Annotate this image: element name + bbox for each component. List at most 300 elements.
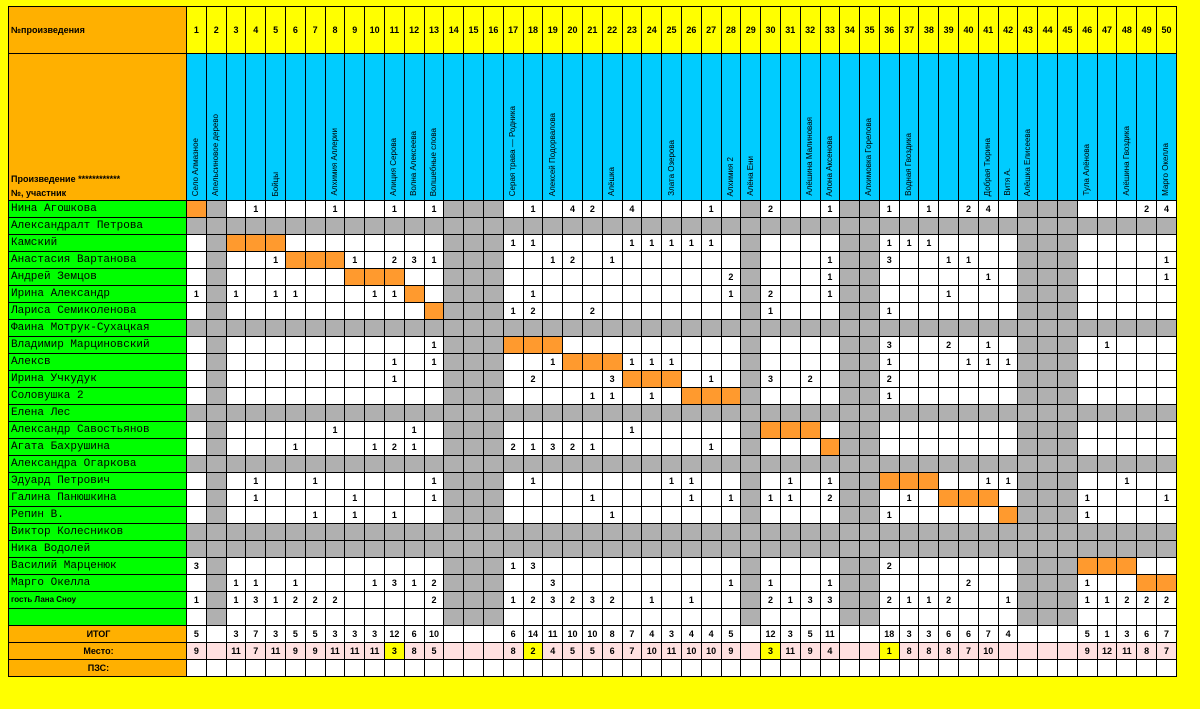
vote-cell[interactable]: [206, 201, 226, 218]
vote-cell[interactable]: [1077, 218, 1097, 235]
vote-cell[interactable]: 3: [543, 439, 563, 456]
vote-cell[interactable]: [1018, 473, 1038, 490]
vote-cell[interactable]: [701, 252, 721, 269]
vote-cell[interactable]: [384, 592, 404, 609]
vote-cell[interactable]: [761, 252, 781, 269]
vote-cell[interactable]: [1018, 303, 1038, 320]
vote-cell[interactable]: [1157, 235, 1177, 252]
vote-cell[interactable]: [226, 405, 246, 422]
vote-cell[interactable]: [404, 303, 424, 320]
vote-cell[interactable]: [1038, 320, 1058, 337]
vote-cell[interactable]: 1: [424, 354, 444, 371]
vote-cell[interactable]: [305, 558, 325, 575]
vote-cell[interactable]: [483, 541, 503, 558]
vote-cell[interactable]: [543, 558, 563, 575]
vote-cell[interactable]: 1: [701, 235, 721, 252]
vote-cell[interactable]: [503, 371, 523, 388]
vote-cell[interactable]: [622, 303, 642, 320]
vote-cell[interactable]: [206, 422, 226, 439]
vote-cell[interactable]: 1: [662, 473, 682, 490]
vote-cell[interactable]: 3: [761, 371, 781, 388]
vote-cell[interactable]: [662, 320, 682, 337]
vote-cell[interactable]: [464, 371, 484, 388]
vote-cell[interactable]: [206, 439, 226, 456]
vote-cell[interactable]: [860, 388, 880, 405]
vote-cell[interactable]: [206, 269, 226, 286]
vote-cell[interactable]: [404, 218, 424, 235]
vote-cell[interactable]: [1018, 405, 1038, 422]
vote-cell[interactable]: 1: [503, 592, 523, 609]
vote-cell[interactable]: [879, 422, 899, 439]
vote-cell[interactable]: [899, 286, 919, 303]
vote-cell[interactable]: [503, 422, 523, 439]
vote-cell[interactable]: [543, 235, 563, 252]
vote-cell[interactable]: [800, 337, 820, 354]
vote-cell[interactable]: [780, 422, 800, 439]
vote-cell[interactable]: [1038, 303, 1058, 320]
vote-cell[interactable]: [187, 473, 207, 490]
vote-cell[interactable]: 1: [424, 473, 444, 490]
vote-cell[interactable]: [721, 303, 741, 320]
vote-cell[interactable]: [325, 405, 345, 422]
vote-cell[interactable]: [780, 303, 800, 320]
vote-cell[interactable]: [840, 456, 860, 473]
vote-cell[interactable]: [899, 320, 919, 337]
vote-cell[interactable]: [761, 354, 781, 371]
vote-cell[interactable]: 1: [721, 286, 741, 303]
vote-cell[interactable]: [959, 456, 979, 473]
vote-cell[interactable]: [978, 490, 998, 507]
vote-cell[interactable]: [444, 235, 464, 252]
vote-cell[interactable]: [266, 473, 286, 490]
vote-cell[interactable]: [701, 269, 721, 286]
vote-cell[interactable]: [206, 592, 226, 609]
vote-cell[interactable]: [285, 558, 305, 575]
vote-cell[interactable]: [266, 439, 286, 456]
vote-cell[interactable]: [1058, 422, 1078, 439]
vote-cell[interactable]: [1077, 269, 1097, 286]
vote-cell[interactable]: [642, 405, 662, 422]
vote-cell[interactable]: [820, 388, 840, 405]
vote-cell[interactable]: [582, 286, 602, 303]
vote-cell[interactable]: [246, 388, 266, 405]
vote-cell[interactable]: [563, 541, 583, 558]
vote-cell[interactable]: [622, 371, 642, 388]
vote-cell[interactable]: [365, 337, 385, 354]
vote-cell[interactable]: [860, 252, 880, 269]
vote-cell[interactable]: [1097, 507, 1117, 524]
vote-cell[interactable]: [1137, 422, 1157, 439]
vote-cell[interactable]: [820, 218, 840, 235]
vote-cell[interactable]: [444, 354, 464, 371]
vote-cell[interactable]: [959, 473, 979, 490]
vote-cell[interactable]: [187, 235, 207, 252]
vote-cell[interactable]: [325, 558, 345, 575]
vote-cell[interactable]: 2: [523, 303, 543, 320]
vote-cell[interactable]: [681, 524, 701, 541]
vote-cell[interactable]: [1038, 337, 1058, 354]
vote-cell[interactable]: [325, 320, 345, 337]
vote-cell[interactable]: [761, 439, 781, 456]
vote-cell[interactable]: 1: [1157, 490, 1177, 507]
vote-cell[interactable]: [642, 541, 662, 558]
vote-cell[interactable]: [998, 456, 1018, 473]
vote-cell[interactable]: [761, 218, 781, 235]
vote-cell[interactable]: [820, 235, 840, 252]
vote-cell[interactable]: [840, 439, 860, 456]
vote-cell[interactable]: [642, 473, 662, 490]
vote-cell[interactable]: [226, 388, 246, 405]
vote-cell[interactable]: [523, 405, 543, 422]
vote-cell[interactable]: [1038, 218, 1058, 235]
vote-cell[interactable]: 2: [939, 337, 959, 354]
vote-cell[interactable]: [563, 507, 583, 524]
vote-cell[interactable]: [285, 456, 305, 473]
vote-cell[interactable]: [1038, 354, 1058, 371]
vote-cell[interactable]: [444, 507, 464, 524]
vote-cell[interactable]: [899, 337, 919, 354]
vote-cell[interactable]: [919, 541, 939, 558]
vote-cell[interactable]: [741, 320, 761, 337]
vote-cell[interactable]: [1097, 524, 1117, 541]
vote-cell[interactable]: [305, 320, 325, 337]
vote-cell[interactable]: [305, 354, 325, 371]
vote-cell[interactable]: [622, 388, 642, 405]
vote-cell[interactable]: [266, 218, 286, 235]
vote-cell[interactable]: [840, 218, 860, 235]
vote-cell[interactable]: 3: [543, 592, 563, 609]
vote-cell[interactable]: 1: [266, 592, 286, 609]
vote-cell[interactable]: [820, 337, 840, 354]
vote-cell[interactable]: [1018, 422, 1038, 439]
vote-cell[interactable]: [1058, 201, 1078, 218]
vote-cell[interactable]: [1038, 524, 1058, 541]
vote-cell[interactable]: 2: [582, 201, 602, 218]
vote-cell[interactable]: 1: [879, 354, 899, 371]
vote-cell[interactable]: [602, 303, 622, 320]
vote-cell[interactable]: [305, 422, 325, 439]
vote-cell[interactable]: [998, 320, 1018, 337]
vote-cell[interactable]: [1157, 524, 1177, 541]
vote-cell[interactable]: [681, 456, 701, 473]
vote-cell[interactable]: [424, 218, 444, 235]
vote-cell[interactable]: [939, 354, 959, 371]
vote-cell[interactable]: [820, 371, 840, 388]
vote-cell[interactable]: [543, 507, 563, 524]
vote-cell[interactable]: [879, 286, 899, 303]
vote-cell[interactable]: [840, 592, 860, 609]
vote-cell[interactable]: [1058, 473, 1078, 490]
vote-cell[interactable]: [483, 320, 503, 337]
vote-cell[interactable]: [345, 473, 365, 490]
vote-cell[interactable]: [602, 439, 622, 456]
vote-cell[interactable]: 3: [820, 592, 840, 609]
vote-cell[interactable]: [840, 371, 860, 388]
vote-cell[interactable]: [840, 303, 860, 320]
vote-cell[interactable]: [582, 371, 602, 388]
vote-cell[interactable]: [444, 558, 464, 575]
vote-cell[interactable]: [939, 405, 959, 422]
vote-cell[interactable]: [919, 218, 939, 235]
vote-cell[interactable]: [899, 507, 919, 524]
vote-cell[interactable]: [325, 252, 345, 269]
vote-cell[interactable]: [780, 320, 800, 337]
vote-cell[interactable]: [444, 337, 464, 354]
vote-cell[interactable]: [563, 337, 583, 354]
vote-cell[interactable]: [246, 456, 266, 473]
vote-cell[interactable]: [919, 405, 939, 422]
vote-cell[interactable]: [582, 456, 602, 473]
vote-cell[interactable]: 1: [246, 490, 266, 507]
vote-cell[interactable]: [444, 201, 464, 218]
vote-cell[interactable]: [325, 575, 345, 592]
vote-cell[interactable]: [998, 575, 1018, 592]
vote-cell[interactable]: [1058, 456, 1078, 473]
vote-cell[interactable]: [959, 218, 979, 235]
vote-cell[interactable]: [681, 303, 701, 320]
vote-cell[interactable]: 1: [662, 354, 682, 371]
vote-cell[interactable]: [681, 439, 701, 456]
vote-cell[interactable]: [246, 286, 266, 303]
vote-cell[interactable]: [483, 575, 503, 592]
vote-cell[interactable]: [780, 541, 800, 558]
vote-cell[interactable]: [701, 575, 721, 592]
vote-cell[interactable]: [1038, 269, 1058, 286]
vote-cell[interactable]: [187, 507, 207, 524]
vote-cell[interactable]: [305, 337, 325, 354]
vote-cell[interactable]: [1157, 541, 1177, 558]
vote-cell[interactable]: 1: [978, 354, 998, 371]
vote-cell[interactable]: [404, 388, 424, 405]
vote-cell[interactable]: [860, 558, 880, 575]
vote-cell[interactable]: [701, 490, 721, 507]
vote-cell[interactable]: [523, 269, 543, 286]
vote-cell[interactable]: 1: [919, 201, 939, 218]
vote-cell[interactable]: 1: [365, 439, 385, 456]
vote-cell[interactable]: [187, 337, 207, 354]
vote-cell[interactable]: [206, 337, 226, 354]
vote-cell[interactable]: [662, 507, 682, 524]
vote-cell[interactable]: [563, 558, 583, 575]
vote-cell[interactable]: [1097, 252, 1117, 269]
vote-cell[interactable]: [345, 286, 365, 303]
vote-cell[interactable]: [305, 371, 325, 388]
vote-cell[interactable]: [761, 541, 781, 558]
vote-cell[interactable]: [879, 541, 899, 558]
vote-cell[interactable]: [523, 456, 543, 473]
vote-cell[interactable]: [741, 405, 761, 422]
vote-cell[interactable]: [899, 354, 919, 371]
vote-cell[interactable]: 1: [701, 371, 721, 388]
vote-cell[interactable]: [701, 405, 721, 422]
vote-cell[interactable]: [404, 320, 424, 337]
vote-cell[interactable]: [206, 388, 226, 405]
vote-cell[interactable]: [820, 541, 840, 558]
vote-cell[interactable]: [345, 218, 365, 235]
vote-cell[interactable]: [662, 371, 682, 388]
vote-cell[interactable]: [978, 439, 998, 456]
vote-cell[interactable]: [681, 201, 701, 218]
vote-cell[interactable]: [1018, 354, 1038, 371]
vote-cell[interactable]: [543, 473, 563, 490]
vote-cell[interactable]: [345, 235, 365, 252]
vote-cell[interactable]: [998, 541, 1018, 558]
vote-cell[interactable]: [187, 303, 207, 320]
vote-cell[interactable]: [1137, 541, 1157, 558]
vote-cell[interactable]: [582, 320, 602, 337]
vote-cell[interactable]: [761, 269, 781, 286]
vote-cell[interactable]: [662, 422, 682, 439]
vote-cell[interactable]: [464, 490, 484, 507]
vote-cell[interactable]: [424, 405, 444, 422]
vote-cell[interactable]: [483, 337, 503, 354]
vote-cell[interactable]: [1097, 286, 1117, 303]
vote-cell[interactable]: [820, 558, 840, 575]
vote-cell[interactable]: 1: [820, 286, 840, 303]
vote-cell[interactable]: [622, 456, 642, 473]
vote-cell[interactable]: 1: [266, 252, 286, 269]
vote-cell[interactable]: [404, 541, 424, 558]
vote-cell[interactable]: [662, 388, 682, 405]
vote-cell[interactable]: 1: [662, 235, 682, 252]
vote-cell[interactable]: [602, 541, 622, 558]
vote-cell[interactable]: [721, 388, 741, 405]
vote-cell[interactable]: [721, 456, 741, 473]
vote-cell[interactable]: [464, 286, 484, 303]
vote-cell[interactable]: [602, 456, 622, 473]
vote-cell[interactable]: [780, 201, 800, 218]
vote-cell[interactable]: [285, 405, 305, 422]
vote-cell[interactable]: [365, 541, 385, 558]
vote-cell[interactable]: [1137, 371, 1157, 388]
vote-cell[interactable]: [266, 558, 286, 575]
vote-cell[interactable]: [899, 541, 919, 558]
vote-cell[interactable]: [978, 320, 998, 337]
vote-cell[interactable]: [701, 320, 721, 337]
vote-cell[interactable]: [464, 269, 484, 286]
vote-cell[interactable]: [543, 422, 563, 439]
vote-cell[interactable]: [642, 371, 662, 388]
vote-cell[interactable]: [1117, 405, 1137, 422]
vote-cell[interactable]: [1018, 235, 1038, 252]
vote-cell[interactable]: [741, 524, 761, 541]
vote-cell[interactable]: [206, 235, 226, 252]
vote-cell[interactable]: [424, 371, 444, 388]
vote-cell[interactable]: 1: [582, 388, 602, 405]
vote-cell[interactable]: 2: [1157, 592, 1177, 609]
vote-cell[interactable]: [622, 541, 642, 558]
vote-cell[interactable]: [1117, 337, 1137, 354]
vote-cell[interactable]: [226, 524, 246, 541]
vote-cell[interactable]: [761, 388, 781, 405]
vote-cell[interactable]: [384, 405, 404, 422]
vote-cell[interactable]: [919, 337, 939, 354]
vote-cell[interactable]: [483, 201, 503, 218]
vote-cell[interactable]: [523, 490, 543, 507]
vote-cell[interactable]: [959, 592, 979, 609]
vote-cell[interactable]: [543, 456, 563, 473]
vote-cell[interactable]: [721, 439, 741, 456]
vote-cell[interactable]: [642, 490, 662, 507]
vote-cell[interactable]: [919, 354, 939, 371]
vote-cell[interactable]: [800, 303, 820, 320]
vote-cell[interactable]: [1058, 371, 1078, 388]
vote-cell[interactable]: [582, 558, 602, 575]
vote-cell[interactable]: [444, 320, 464, 337]
vote-cell[interactable]: [444, 524, 464, 541]
vote-cell[interactable]: [1097, 320, 1117, 337]
vote-cell[interactable]: [1137, 303, 1157, 320]
vote-cell[interactable]: [464, 218, 484, 235]
vote-cell[interactable]: [899, 218, 919, 235]
vote-cell[interactable]: [1137, 320, 1157, 337]
vote-cell[interactable]: [1018, 286, 1038, 303]
vote-cell[interactable]: [206, 558, 226, 575]
vote-cell[interactable]: [602, 490, 622, 507]
vote-cell[interactable]: [642, 269, 662, 286]
vote-cell[interactable]: [642, 507, 662, 524]
vote-cell[interactable]: [662, 286, 682, 303]
vote-cell[interactable]: [1018, 201, 1038, 218]
vote-cell[interactable]: [1117, 252, 1137, 269]
vote-cell[interactable]: [701, 592, 721, 609]
vote-cell[interactable]: [1097, 422, 1117, 439]
vote-cell[interactable]: [523, 422, 543, 439]
vote-cell[interactable]: [345, 388, 365, 405]
vote-cell[interactable]: [365, 354, 385, 371]
vote-cell[interactable]: [879, 320, 899, 337]
vote-cell[interactable]: 1: [384, 286, 404, 303]
vote-cell[interactable]: 3: [879, 252, 899, 269]
vote-cell[interactable]: [780, 371, 800, 388]
vote-cell[interactable]: 1: [919, 592, 939, 609]
vote-cell[interactable]: [424, 235, 444, 252]
vote-cell[interactable]: 1: [424, 337, 444, 354]
vote-cell[interactable]: [325, 439, 345, 456]
vote-cell[interactable]: [1038, 286, 1058, 303]
vote-cell[interactable]: 1: [503, 235, 523, 252]
vote-cell[interactable]: [325, 388, 345, 405]
vote-cell[interactable]: [246, 218, 266, 235]
vote-cell[interactable]: [285, 388, 305, 405]
vote-cell[interactable]: [622, 524, 642, 541]
vote-cell[interactable]: [642, 337, 662, 354]
vote-cell[interactable]: [919, 473, 939, 490]
vote-cell[interactable]: [860, 575, 880, 592]
vote-cell[interactable]: [622, 439, 642, 456]
vote-cell[interactable]: [464, 303, 484, 320]
vote-cell[interactable]: [800, 575, 820, 592]
vote-cell[interactable]: [187, 456, 207, 473]
vote-cell[interactable]: [721, 354, 741, 371]
vote-cell[interactable]: [503, 337, 523, 354]
vote-cell[interactable]: 1: [424, 490, 444, 507]
vote-cell[interactable]: [1117, 303, 1137, 320]
vote-cell[interactable]: [365, 456, 385, 473]
vote-cell[interactable]: [780, 439, 800, 456]
vote-cell[interactable]: [246, 371, 266, 388]
vote-cell[interactable]: [899, 388, 919, 405]
vote-cell[interactable]: [1137, 490, 1157, 507]
vote-cell[interactable]: [1097, 218, 1117, 235]
vote-cell[interactable]: [741, 337, 761, 354]
vote-cell[interactable]: [464, 354, 484, 371]
vote-cell[interactable]: 1: [681, 490, 701, 507]
vote-cell[interactable]: [503, 388, 523, 405]
vote-cell[interactable]: [1117, 507, 1137, 524]
vote-cell[interactable]: [978, 575, 998, 592]
vote-cell[interactable]: [860, 473, 880, 490]
